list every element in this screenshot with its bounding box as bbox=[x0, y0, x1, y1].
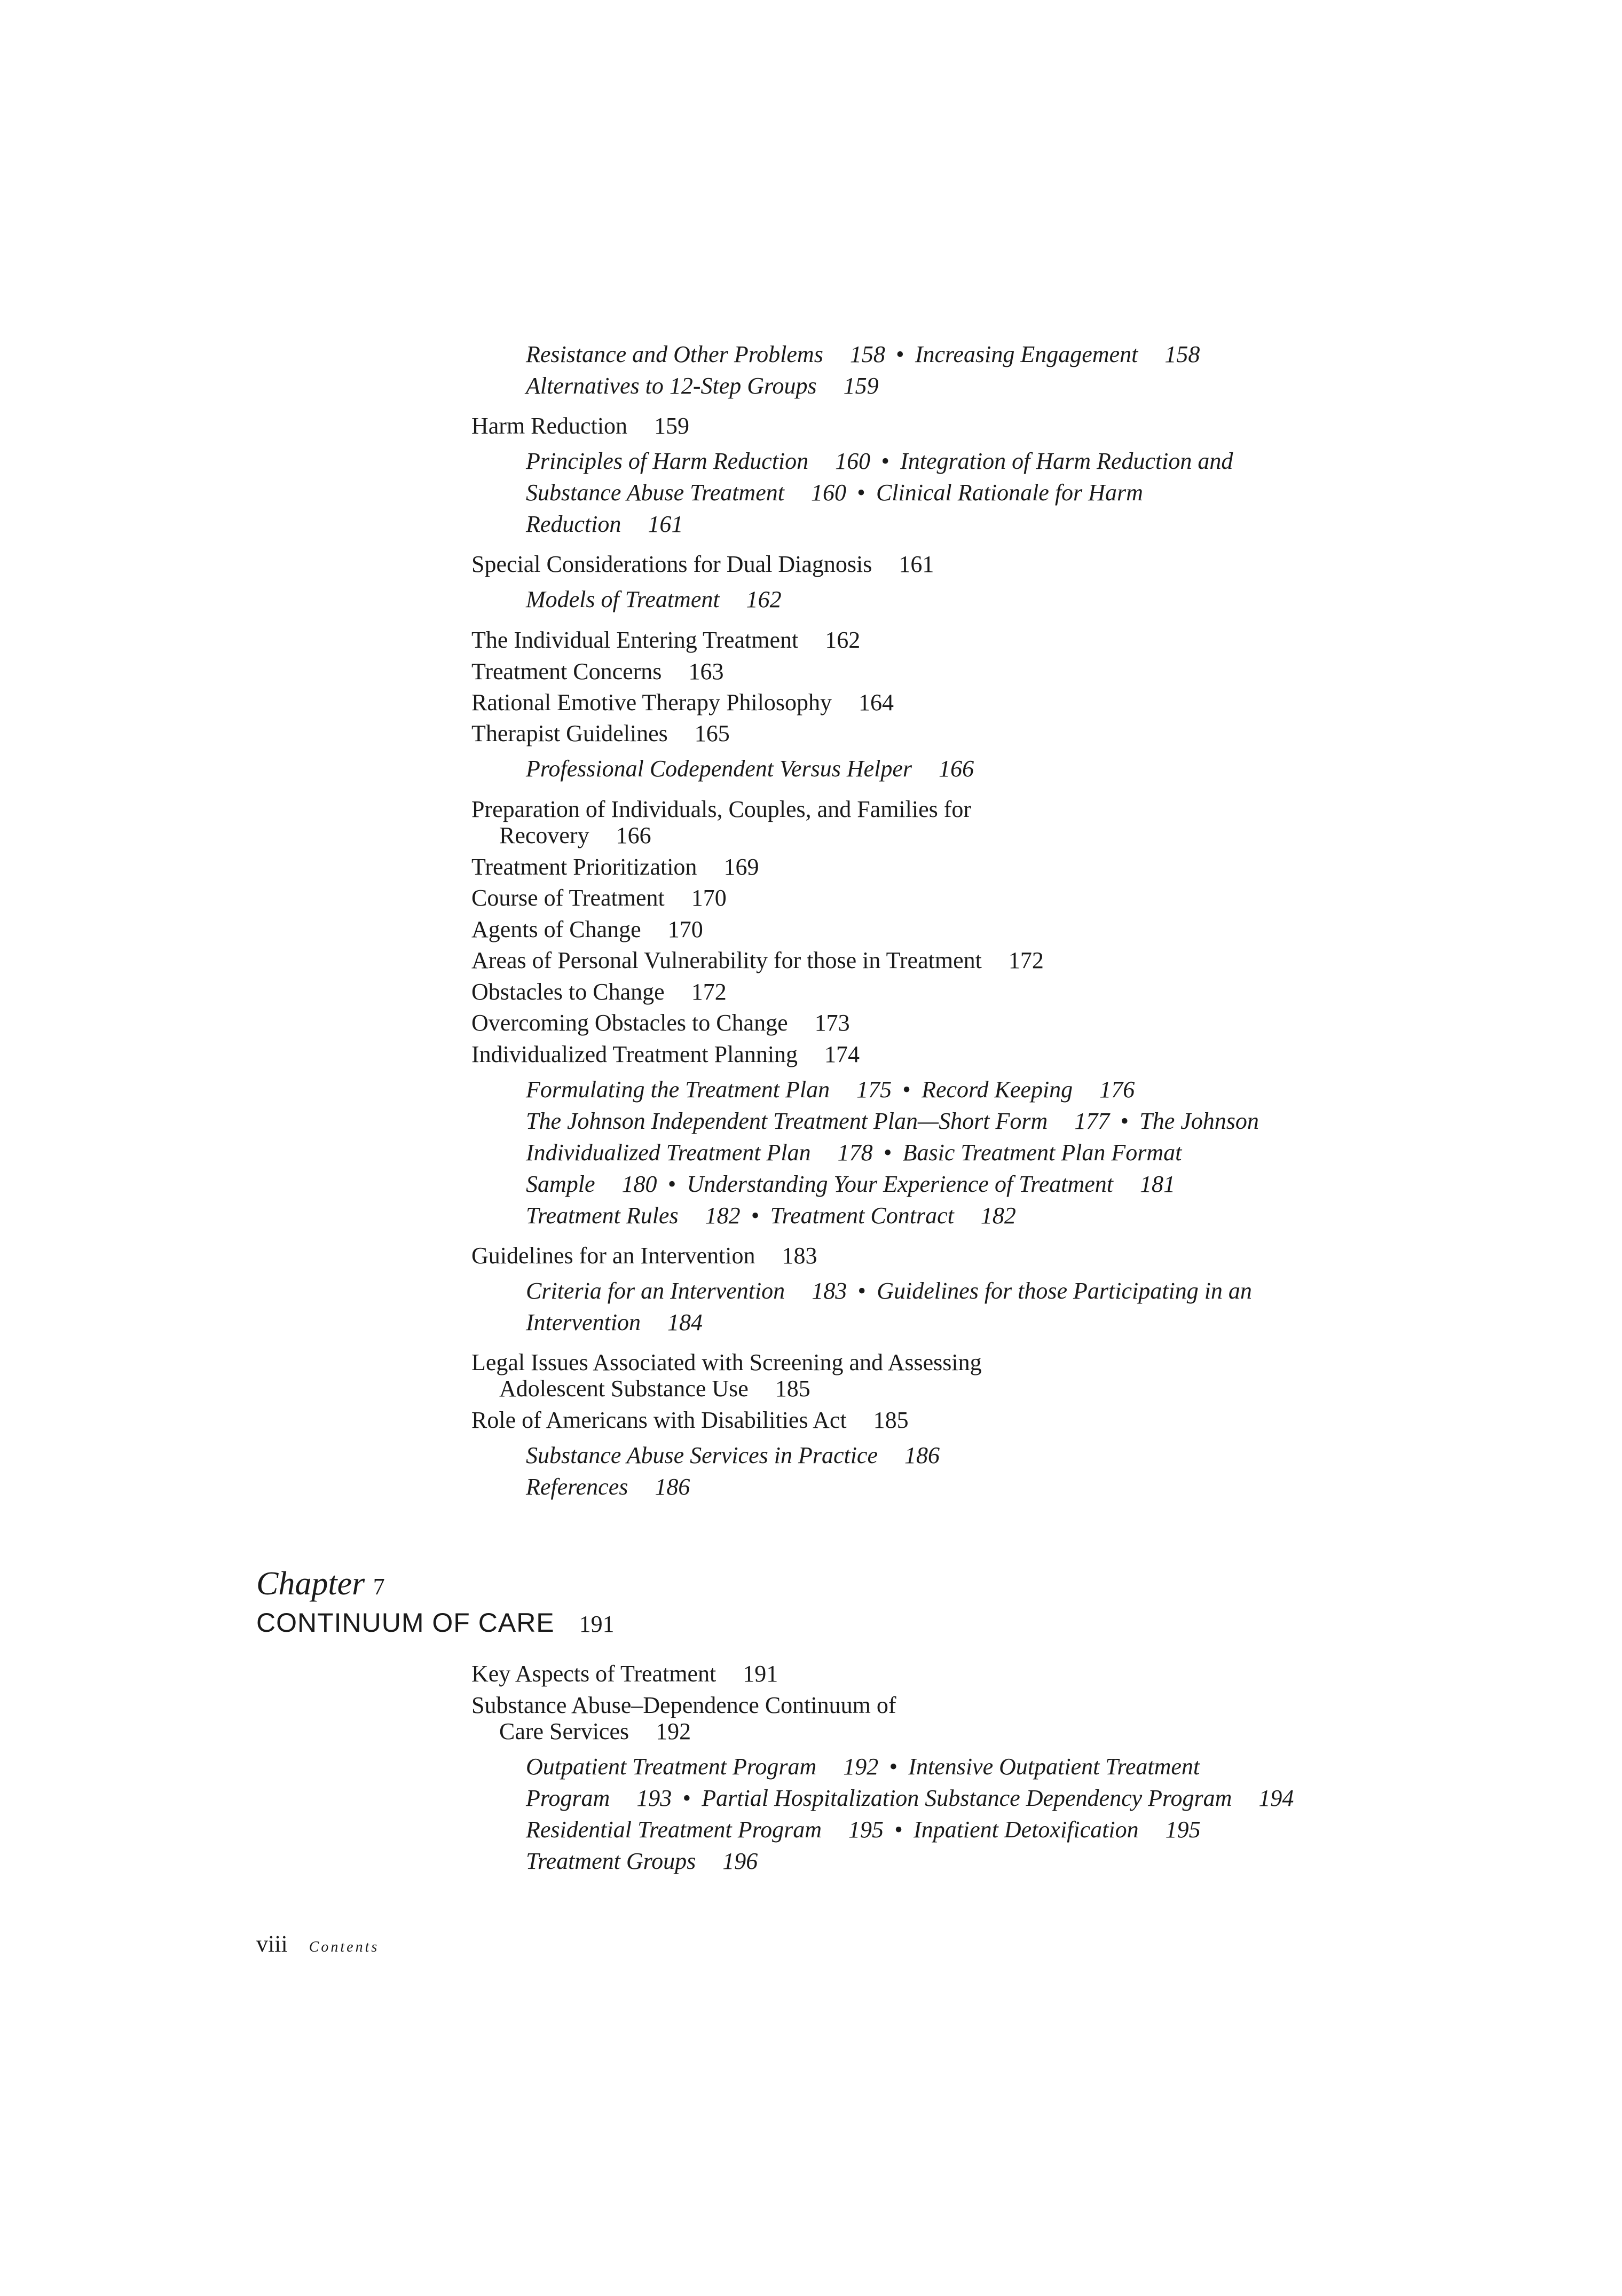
bullet-separator: • bbox=[857, 1278, 866, 1304]
toc-entry: Rational Emotive Therapy Philosophy 164 bbox=[471, 689, 894, 715]
toc-subentry: Models of Treatment 162 bbox=[526, 586, 782, 612]
toc-subentry: Residential Treatment Program 195 • Inpatient Detoxification 195 bbox=[526, 1814, 1201, 1845]
toc-subentry: The Johnson Independent Treatment Plan—Short Form 177 • The Johnson bbox=[526, 1106, 1259, 1137]
toc-subentry: Substance Abuse Treatment 160 • Clinical Rationale for Harm bbox=[526, 477, 1143, 508]
toc-entry-continuation: Care Services 192 bbox=[499, 1718, 691, 1744]
toc-subentry: Resistance and Other Problems 158 • Increasing Engagement 158 bbox=[526, 339, 1200, 370]
toc-subentry: Professional Codependent Versus Helper 166 bbox=[526, 756, 974, 782]
toc-subentry: Substance Abuse Services in Practice 186 bbox=[526, 1442, 940, 1468]
toc-entry: Obstacles to Change 172 bbox=[471, 979, 727, 1005]
bullet-separator: • bbox=[902, 1076, 911, 1103]
bullet-separator: • bbox=[896, 341, 904, 367]
bullet-separator: • bbox=[889, 1754, 897, 1780]
toc-subentry: References 186 bbox=[526, 1474, 690, 1500]
chapter-number: 7 bbox=[373, 1574, 385, 1600]
toc-subentry: Intervention 184 bbox=[526, 1309, 703, 1335]
toc-entry: Treatment Concerns 163 bbox=[471, 658, 724, 685]
toc-subentry: Reduction 161 bbox=[526, 511, 683, 537]
toc-entry-continuation: Recovery 166 bbox=[499, 822, 651, 848]
toc-subentry: Program 193 • Partial Hospitalization Substance Dependency Program 194 bbox=[526, 1783, 1294, 1814]
chapter-page-number: 191 bbox=[579, 1611, 615, 1637]
toc-entry: Agents of Change 170 bbox=[471, 916, 703, 942]
toc-entry: Role of Americans with Disabilities Act 185 bbox=[471, 1407, 909, 1433]
toc-entry: Harm Reduction 159 bbox=[471, 413, 690, 439]
toc-entry: Substance Abuse–Dependence Continuum of bbox=[471, 1692, 896, 1718]
toc-subentry: Alternatives to 12-Step Groups 159 bbox=[526, 373, 879, 399]
toc-entry: Guidelines for an Intervention 183 bbox=[471, 1243, 817, 1269]
toc-entry: Legal Issues Associated with Screening and Assessing bbox=[471, 1349, 982, 1375]
toc-subentry: Principles of Harm Reduction 160 • Integration of Harm Reduction and bbox=[526, 446, 1233, 477]
toc-entry: Treatment Prioritization 169 bbox=[471, 854, 759, 880]
toc-entry: Special Considerations for Dual Diagnosis 161 bbox=[471, 551, 934, 577]
toc-entry: Individualized Treatment Planning 174 bbox=[471, 1041, 860, 1067]
bullet-separator: • bbox=[1120, 1108, 1129, 1134]
toc-entry: Overcoming Obstacles to Change 173 bbox=[471, 1010, 850, 1036]
toc-subentry: Sample 180 • Understanding Your Experience of Treatment 181 bbox=[526, 1169, 1175, 1200]
bullet-separator: • bbox=[857, 479, 865, 506]
toc-subentry: Individualized Treatment Plan 178 • Basic Treatment Plan Format bbox=[526, 1137, 1182, 1168]
toc-entry-continuation: Adolescent Substance Use 185 bbox=[499, 1375, 810, 1402]
folio-number: viii bbox=[256, 1931, 288, 1957]
bullet-separator: • bbox=[894, 1817, 903, 1843]
toc-entry: Key Aspects of Treatment 191 bbox=[471, 1661, 778, 1687]
bullet-separator: • bbox=[881, 448, 889, 474]
toc-entry: The Individual Entering Treatment 162 bbox=[471, 627, 861, 653]
toc-entry: Therapist Guidelines 165 bbox=[471, 720, 730, 746]
chapter-title: CONTINUUM OF CARE 191 bbox=[256, 1608, 615, 1638]
running-head: Contents bbox=[309, 1939, 380, 1955]
page-footer bbox=[256, 1929, 379, 1963]
bullet-separator: • bbox=[751, 1202, 760, 1229]
bullet-separator: • bbox=[682, 1785, 691, 1811]
bullet-separator: • bbox=[667, 1171, 676, 1197]
toc-entry: Areas of Personal Vulnerability for those in Treatment 172 bbox=[471, 947, 1044, 973]
chapter-label: Chapter 7 bbox=[256, 1566, 385, 1602]
bullet-separator: • bbox=[883, 1139, 892, 1166]
toc-subentry: Treatment Groups 196 bbox=[526, 1848, 758, 1874]
toc-entry: Preparation of Individuals, Couples, and Families for bbox=[471, 796, 972, 822]
toc-subentry: Outpatient Treatment Program 192 • Intensive Outpatient Treatment bbox=[526, 1751, 1200, 1782]
toc-subentry: Treatment Rules 182 • Treatment Contract 182 bbox=[526, 1200, 1016, 1231]
toc-subentry: Criteria for an Intervention 183 • Guidelines for those Participating in an bbox=[526, 1276, 1252, 1307]
toc-subentry: Formulating the Treatment Plan 175 • Record Keeping 176 bbox=[526, 1074, 1135, 1105]
toc-entry: Course of Treatment 170 bbox=[471, 885, 727, 911]
